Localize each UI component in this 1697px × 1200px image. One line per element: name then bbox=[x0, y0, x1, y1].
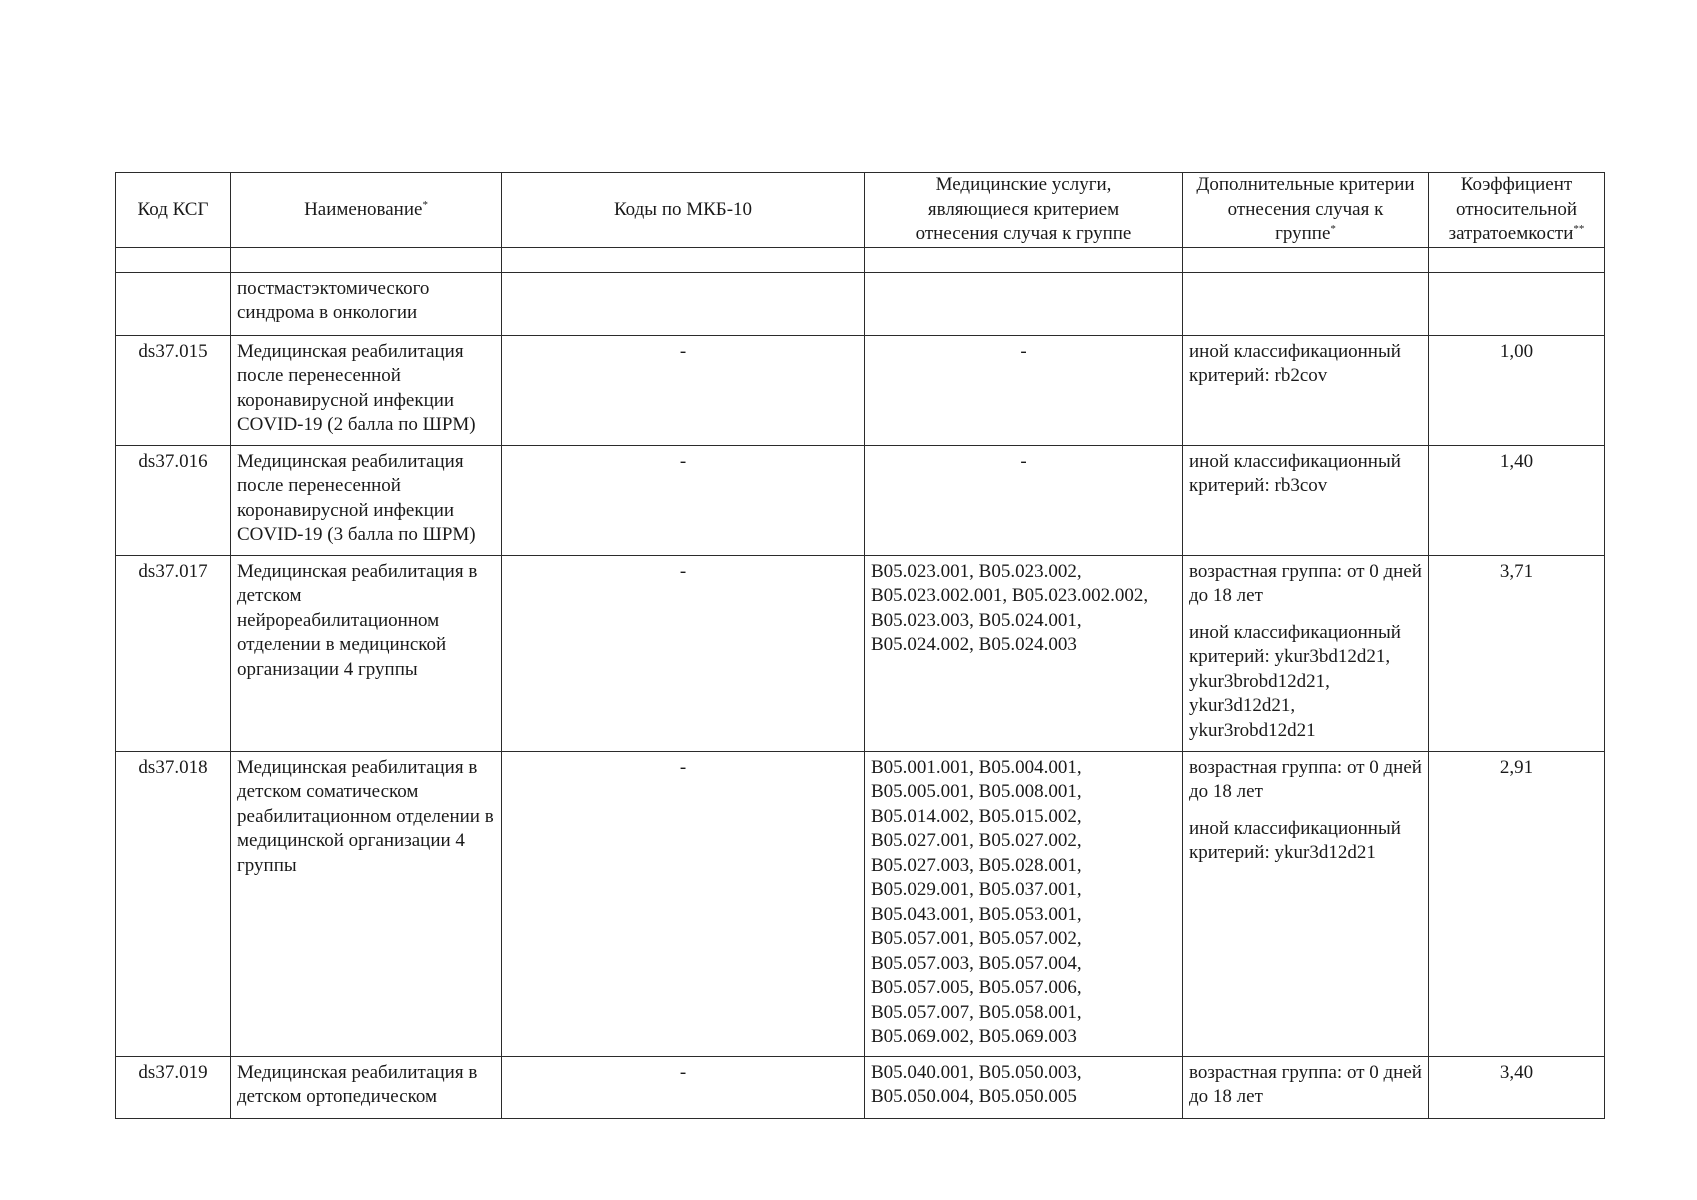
criteria-cell bbox=[1183, 751, 1429, 1056]
criteria-item: иной классификационный критерий: rb3cov bbox=[1189, 450, 1401, 496]
header-coef-footnote-mark: ** bbox=[1573, 223, 1585, 235]
ksg-code-cell: ds37.016 bbox=[116, 445, 231, 555]
services-cell: - bbox=[865, 445, 1183, 555]
header-criteria-line: группе bbox=[1275, 223, 1331, 244]
criteria-item: возрастная группа: от 0 дней до 18 лет bbox=[1189, 1061, 1422, 1107]
services-cell: B05.040.001, B05.050.003, B05.050.004, B05.050.005 bbox=[865, 1056, 1183, 1118]
coef-cell: 2,91 bbox=[1429, 751, 1605, 1056]
mkb-cell: - bbox=[502, 1056, 865, 1118]
header-services-line: отнесения случая к группе bbox=[915, 223, 1132, 244]
ksg-code-cell: ds37.018 bbox=[116, 751, 231, 1056]
spacer-cell bbox=[116, 247, 231, 272]
header-mkb bbox=[502, 173, 865, 248]
name-cell: Медицинская реабилитация в детском соматическом реабилитационном отделении в медицинской организации 4 группы bbox=[231, 751, 502, 1056]
header-coef-line: Коэффициент bbox=[1460, 174, 1573, 195]
header-criteria bbox=[1183, 173, 1429, 248]
table-row bbox=[116, 335, 1605, 445]
header-services bbox=[865, 173, 1183, 248]
services-cell: B05.023.001, B05.023.002, B05.023.002.001, B05.023.002.002, B05.023.003, B05.024.001, B05.024.002, B05.024.003 bbox=[865, 555, 1183, 751]
table-body bbox=[116, 272, 1605, 1118]
header-criteria-footnote-mark: * bbox=[1330, 223, 1336, 235]
ksg-table bbox=[115, 172, 1605, 1119]
coef-cell: 3,40 bbox=[1429, 1056, 1605, 1118]
services-cell bbox=[865, 272, 1183, 335]
spacer-cell bbox=[1183, 247, 1429, 272]
criteria-item: иной классификационный критерий: ykur3bd12d21, ykur3brobd12d21, ykur3d12d21, ykur3robd12d21 bbox=[1189, 621, 1401, 741]
spacer-cell bbox=[1429, 247, 1605, 272]
name-cell: Медицинская реабилитация после перенесенной коронавирусной инфекции COVID-19 (2 балла по ШРМ) bbox=[231, 335, 502, 445]
mkb-cell: - bbox=[502, 445, 865, 555]
services-cell: B05.001.001, B05.004.001, B05.005.001, B05.008.001, B05.014.002, B05.015.002, B05.027.001, B05.027.002, B05.027.003, B05.028.001, B05.029.001, B05.037.001, B05.043.001, B05.053.001, B05.057.001, B05.057.002, B05.057.003, B05.057.004, B05.057.005, B05.057.006, B05.057.007, B05.058.001, B05.069.002, B05.069.003 bbox=[865, 751, 1183, 1056]
mkb-cell: - bbox=[502, 555, 865, 751]
table-header-row bbox=[116, 173, 1605, 248]
header-criteria-line: отнесения случая к bbox=[1227, 198, 1384, 220]
ksg-code-cell: ds37.019 bbox=[116, 1056, 231, 1118]
ksg-code-cell: ds37.015 bbox=[116, 335, 231, 445]
coef-cell: 3,71 bbox=[1429, 555, 1605, 751]
criteria-cell bbox=[1183, 1056, 1429, 1118]
header-code-label: Код КСГ bbox=[137, 198, 209, 220]
name-cell: Медицинская реабилитация после перенесенной коронавирусной инфекции COVID-19 (3 балла по ШРМ) bbox=[231, 445, 502, 555]
criteria-item: возрастная группа: от 0 дней до 18 лет bbox=[1189, 756, 1422, 802]
coef-cell: 1,40 bbox=[1429, 445, 1605, 555]
table-row bbox=[116, 1056, 1605, 1118]
table-row bbox=[116, 555, 1605, 751]
ksg-code-cell: ds37.017 bbox=[116, 555, 231, 751]
header-name-footnote-mark: * bbox=[422, 198, 428, 211]
mkb-cell: - bbox=[502, 335, 865, 445]
header-mkb-label: Коды по МКБ-10 bbox=[613, 198, 753, 220]
coef-cell: 1,00 bbox=[1429, 335, 1605, 445]
services-cell: - bbox=[865, 335, 1183, 445]
header-services-line: Медицинские услуги, bbox=[935, 174, 1112, 195]
table-row bbox=[116, 751, 1605, 1056]
header-coef-line: затратоемкости bbox=[1448, 223, 1574, 244]
header-services-line: являющиеся критерием bbox=[927, 198, 1120, 220]
criteria-cell bbox=[1183, 445, 1429, 555]
criteria-cell bbox=[1183, 335, 1429, 445]
criteria-item: иной классификационный критерий: ykur3d12d21 bbox=[1189, 817, 1401, 863]
criteria-cell bbox=[1183, 555, 1429, 751]
header-criteria-line: Дополнительные критерии bbox=[1196, 174, 1415, 195]
coef-cell bbox=[1429, 272, 1605, 335]
spacer-cell bbox=[231, 247, 502, 272]
header-name-label: Наименование bbox=[304, 198, 423, 220]
name-cell: Медицинская реабилитация в детском нейрореабилитационном отделении в медицинской организации 4 группы bbox=[231, 555, 502, 751]
name-cell: Медицинская реабилитация в детском ортопедическом bbox=[231, 1056, 502, 1118]
table-row bbox=[116, 272, 1605, 335]
header-coef bbox=[1429, 173, 1605, 248]
spacer-cell bbox=[865, 247, 1183, 272]
criteria-item: иной классификационный критерий: rb2cov bbox=[1189, 340, 1401, 386]
name-cell: постмастэктомического синдрома в онкологии bbox=[231, 272, 502, 335]
mkb-cell bbox=[502, 272, 865, 335]
ksg-code-cell bbox=[116, 272, 231, 335]
header-code bbox=[116, 173, 231, 248]
table-row bbox=[116, 445, 1605, 555]
mkb-cell: - bbox=[502, 751, 865, 1056]
header-name bbox=[231, 173, 502, 248]
criteria-cell bbox=[1183, 272, 1429, 335]
header-coef-line: относительной bbox=[1455, 198, 1577, 220]
table-header-spacer-row bbox=[116, 247, 1605, 272]
criteria-item: возрастная группа: от 0 дней до 18 лет bbox=[1189, 560, 1422, 606]
spacer-cell bbox=[502, 247, 865, 272]
